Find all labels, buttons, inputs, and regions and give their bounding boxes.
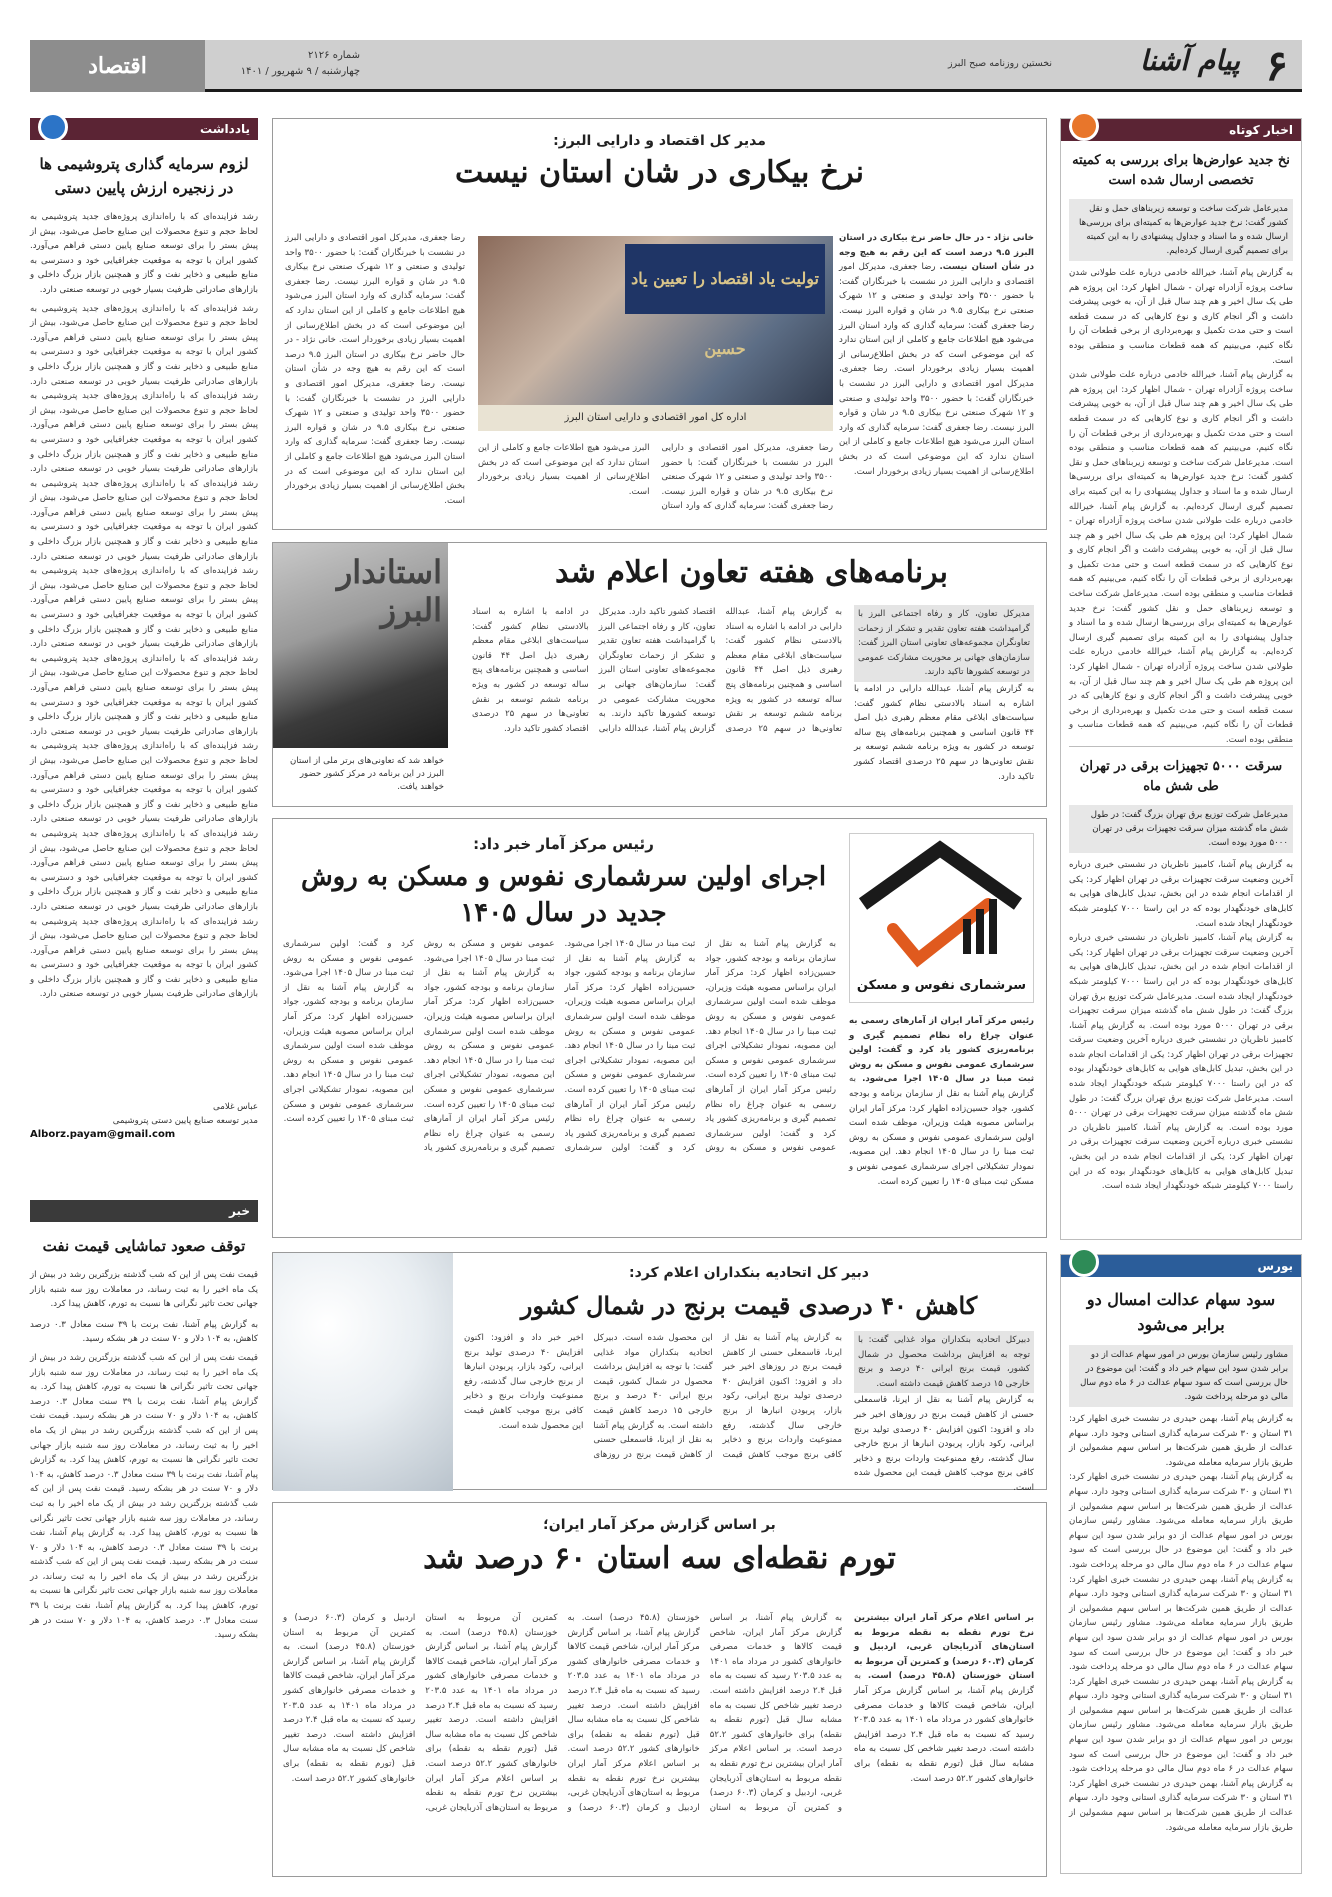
news-body-text: به گزارش پیام آشنا، نفت برنت با ۳۹ سنت معادل ۰.۳ درصد کاهش، به ۱۰۴ دلار و ۷۰ سنت در هر بشکه رسید. [30, 1601, 259, 1641]
newspaper-logo [1055, 44, 1240, 88]
article3-text: به گزارش پیام آشنا به نقل از سازمان برنامه و بودجه کشور، جواد حسین‌زاده اظهار کرد: مرکز آمار ایران براساس مصوبه هیئت وزیران، موظف شده است اولین سرشماری عمومی نفوس و مسکن به روش ثبت مبنا را در سال ۱۴۰۵ انجام دهد. این مصوبه، نمودار تشکیلاتی اجرای سرشماری عمومی نفوس و مسکن ثبت مبنای ۱۴۰۵ را تعیین کرده است. [705, 939, 837, 1081]
news-body-text: قیمت نفت پس از این که شب گذشته بزرگترین رشد در بیش از یک ماه اخیر را به ثبت رساند، در معاملات روز سه شنبه بازار جهانی تحت تاثیر نگرانی ها نسبت به تورم، کاهش پیدا کرد. [30, 1557, 258, 1612]
article3-lead: رئیس مرکز آمار ایران از آمارهای رسمی به عنوان چراغ راه نظام تصمیم گیری و برنامه‌ریزی کشور یاد کرد و گفت: اولین سرشماری عمومی نفوس و مسکن به روش ثبت مبنا در سال ۱۴۰۵ اجرا می‌شود. [849, 1016, 1035, 1085]
news-body-text: قیمت نفت پس از این که شب گذشته بزرگترین رشد در بیش از یک ماه اخیر را به ثبت رساند، در معاملات روز سه شنبه بازار جهانی تحت تاثیر نگرانی ها نسبت به تورم، کاهش پیدا کرد. [30, 1411, 258, 1466]
article4-kicker: دبیر کل اتحادیه بنکداران اعلام کرد: [629, 1265, 869, 1281]
article1-text: رضا جعفری، مدیرکل امور اقتصادی و دارایی البرز در نشست با خبرنگاران گفت: با حضور ۳۵۰۰ واحد تولیدی و صنعتی و ۱۲ شهرک صنعتی نرخ بیکاری ۹.۵ در شان و قواره البرز نیست. رضا جعفری گفت: سرمایه گذاری که وارد استان البرز می‌شود هیچ اطلاعات جامع و کاملی از این استان ندارد که این موضوعی است که در بخش اطلاع‌رسانی از اهمیت بسیار زیادی برخوردار است. [839, 262, 1035, 375]
article2-text: مدیرکل تعاون، کار و رفاه اجتماعی البرز با گرامیداشت هفته تعاون تقدیر و تشکر از زحمات تعاونگران مجموعه‌های تعاونی استان البرز گفت: سازمان‌های جهانی بر محوریت مشارکت عمومی در توسعه کشورها تاکید دارند. [598, 607, 716, 720]
story2-body-text: به گزارش پیام آشنا، کامبیز ناظریان در نشستی خبری درباره آخرین وضعیت سرقت تجهیزات برقی در تهران اظهار کرد: یکی از اقدامات انجام شده در این بخش، تبدیل کابل‌های هوایی به کابل‌های خودنگهدار بوده که در این راستا ۷۰۰۰ کیلومتر شبکه خودنگهدار ایجاد شده است. [1069, 933, 1294, 1002]
article2-cols [472, 605, 842, 800]
article2-text: به گزارش پیام آشنا، عبدالله دارابی در ادامه با اشاره به اسناد بالادستی نظام کشور گفت: سیاست‌های ابلاغی مقام معظم رهبری ذیل اصل ۴۴ قانون اساسی و همچنین برنامه‌های پنج ساله توسعه در کشور به ویژه برنامه ششم توسعه بر نقش تعاونی‌ها در سهم ۲۵ درصدی اقتصاد کشور تاکید دارد. [628, 607, 842, 734]
opinion-body-text: رشد فزاینده‌ای که با راه‌اندازی پروژه‌های جدید پتروشیمی به لحاظ حجم و تنوع محصولات این صنایع حاصل می‌شود، بیش از پیش بستر را برای توسعه صنایع پایین دستی فراهم می‌آورد. کشور ایران با توجه به موقعیت جغرافیایی خود و دسترسی به منابع طبیعی و ذخایر نفت و گاز و همچنین بازار بزرگ داخلی و بازارهای صادراتی ظرفیت بسیار خوبی در توسعه صنعتی دارد. [30, 916, 258, 1000]
logo-tagline: نخستین روزنامه صبح البرز [947, 58, 1052, 69]
article3-headline: اجرای اولین سرشماری نفوس و مسکن به روش جدید در سال ۱۴۰۵ [300, 862, 827, 928]
census-logo [849, 833, 1034, 1003]
article5-text: به گزارش پیام آشنا، بر اساس گزارش مرکز آمار ایران، شاخص قیمت کالاها و خدمات مصرفی خانوارهای کشور در مرداد ماه ۱۴۰۱ به عدد ۲۰۳.۵ رسید که نسبت به ماه قبل ۲.۴ درصد افزایش داشته است. درصد تغییر شاخص کل نسبت به ماه مشابه سال قبل (تورم نقطه به نقطه) برای خانوارهای کشور ۵۲.۲ درصد است. [283, 1642, 416, 1784]
article4-photo-rice-sacks [273, 1253, 453, 1491]
author-email[interactable]: Alborz.payam@gmail.com [30, 1128, 176, 1140]
news-label-bar [30, 1200, 258, 1222]
news-label: خبر [228, 1204, 250, 1218]
opinion-body-text: رشد فزاینده‌ای که با راه‌اندازی پروژه‌های جدید پتروشیمی به لحاظ حجم و تنوع محصولات این صنایع حاصل می‌شود، بیش از پیش بستر را برای توسعه صنایع پایین دستی فراهم می‌آورد. کشور ایران با توجه به موقعیت جغرافیایی خود و دسترسی به منابع طبیعی و ذخایر نفت و گاز و همچنین بازار بزرگ داخلی و بازارهای صادراتی ظرفیت بسیار خوبی در توسعه صنعتی دارد. [30, 741, 258, 825]
article5-kicker: بر اساس گزارش مرکز آمار ایران؛ [543, 1517, 776, 1533]
news-lead: به گزارش پیام آشنا، نفت برنت با ۳۹ سنت معادل ۰.۳ درصد کاهش، به ۱۰۴ دلار و ۷۰ سنت در هر بشکه رسید. [30, 1319, 258, 1345]
article5-text: به گزارش پیام آشنا، بر اساس گزارش مرکز آمار ایران، شاخص قیمت کالاها و خدمات مصرفی خانوارهای کشور در مرداد ماه ۱۴۰۱ به عدد ۲۰۳.۵ رسید که نسبت به ماه قبل ۲.۴ درصد افزایش داشته است. درصد تغییر شاخص کل نسبت به ماه مشابه سال قبل (تورم نقطه به نقطه) برای خانوارهای کشور ۵۲.۲ درصد است. [567, 1613, 700, 1755]
article1-kicker: مدیر کل اقتصاد و دارایی البرز: [553, 133, 766, 149]
article2-highlight: مدیرکل تعاون، کار و رفاه اجتماعی البرز با گرامیداشت هفته تعاون تقدیر و تشکر از زحمات تعاونگران مجموعه‌های تعاونی استان البرز گفت: سازمان‌های جهانی بر محوریت مشارکت عمومی در توسعه کشورها تاکید دارند. [854, 605, 1034, 682]
article3-text: به گزارش پیام آشنا به نقل از سازمان برنامه و بودجه کشور، جواد حسین‌زاده اظهار کرد: مرکز آمار ایران براساس مصوبه هیئت وزیران، موظف شده است اولین سرشماری عمومی نفوس و مسکن به روش ثبت مبنا را در سال ۱۴۰۵ انجام دهد. این مصوبه، نمودار تشکیلاتی اجرای سرشماری عمومی نفوس و مسکن ثبت مبنای ۱۴۰۵ را تعیین کرده است. [283, 982, 414, 1125]
bourse-body-text: به گزارش پیام آشنا، بهمن حیدری در نشست خبری اظهار کرد: ۳۱ استان و ۳۰ شرکت سرمایه گذاری استانی وجود دارد. سهام عدالت از طریق همین شرکت‌ها بر اساس سهم مشمولین از طریق بازار سرمایه معامله می‌شود. [1069, 1574, 1294, 1629]
article3-kicker: رئیس مرکز آمار خبر داد: [473, 835, 654, 853]
news-headline: توقف صعود تماشایی قیمت نفت [42, 1237, 246, 1255]
bourse-box [1060, 1254, 1302, 1874]
bourse-body-text: مشاور رئیس سازمان بورس در امور سهام عدالت از دو برابر شدن سود این سهام خبر داد و گفت: این موضوع در حال بررسی است که سود سهام عدالت در ۶ ماه دوم سال مالی دو مرحله پرداخت شود. [1069, 1618, 1294, 1673]
article1-text: خانی نژاد - در حال حاضر نرخ بیکاری در استان البرز ۹.۵ درصد است که این رقم به هیچ وجه در شأن استان نیست. [285, 335, 465, 389]
article1-col3 [285, 231, 465, 521]
article1-text: رضا جعفری، مدیرکل امور اقتصادی و دارایی البرز در نشست با خبرنگاران گفت: با حضور ۳۵۰۰ واحد تولیدی و صنعتی و ۱۲ شهرک صنعتی نرخ بیکاری ۹.۵ در شان و قواره البرز نیست. رضا جعفری گفت: سرمایه گذاری که وارد استان البرز می‌شود هیچ اطلاعات جامع و کاملی از این استان ندارد که این موضوعی است که در بخش اطلاع‌رسانی از اهمیت بسیار زیادی برخوردار است. [839, 364, 1034, 477]
article1-text: رضا جعفری، مدیرکل امور اقتصادی و دارایی البرز در نشست با خبرنگاران گفت: با حضور ۳۵۰۰ واحد تولیدی و صنعتی و ۱۲ شهرک صنعتی نرخ بیکاری ۹.۵ در شان و قواره البرز نیست. رضا جعفری گفت: سرمایه گذاری که وارد استان البرز می‌شود هیچ اطلاعات جامع و کاملی از این استان ندارد که این موضوعی است که در بخش اطلاع‌رسانی از اهمیت بسیار زیادی برخوردار است. [285, 233, 466, 346]
photo-backdrop-sign: تولیت یاد اقتصاد را تعیین یاد حسین [625, 244, 825, 314]
story2-body-text: به گزارش پیام آشنا، کامبیز ناظریان در نشستی خبری درباره آخرین وضعیت سرقت تجهیزات برقی در تهران اظهار کرد: یکی از اقدامات انجام شده در این بخش، تبدیل کابل‌های هوایی به کابل‌های خودنگهدار بوده که در این راستا ۷۰۰۰ کیلومتر شبکه خودنگهدار ایجاد شده است. [1069, 1020, 1294, 1104]
bourse-body-text: به گزارش پیام آشنا، بهمن حیدری در نشست خبری اظهار کرد: ۳۱ استان و ۳۰ شرکت سرمایه گذاری استانی وجود دارد. سهام عدالت از طریق همین شرکت‌ها بر اساس سهم مشمولین از طریق بازار سرمایه معامله می‌شود. [1069, 1676, 1294, 1731]
bourse-body-text: به گزارش پیام آشنا، بهمن حیدری در نشست خبری اظهار کرد: ۳۱ استان و ۳۰ شرکت سرمایه گذاری استانی وجود دارد. سهام عدالت از طریق همین شرکت‌ها بر اساس سهم مشمولین از طریق بازار سرمایه معامله می‌شود. [1069, 1472, 1294, 1527]
short-news-column [1060, 118, 1302, 1874]
news-body-text: به گزارش پیام آشنا، نفت برنت با ۳۹ سنت معادل ۰.۳ درصد کاهش، به ۱۰۴ دلار و ۷۰ سنت در هر بشکه رسید. [30, 1382, 258, 1422]
megaphone-icon [1069, 111, 1099, 141]
notepad-icon [38, 112, 68, 142]
bourse-body-text: مشاور رئیس سازمان بورس در امور سهام عدالت از دو برابر شدن سود این سهام خبر داد و گفت: این موضوع در حال بررسی است که سود سهام عدالت در ۶ ماه دوم سال مالی دو مرحله پرداخت شود. [1069, 1516, 1294, 1570]
bourse-body-text: مشاور رئیس سازمان بورس در امور سهام عدالت از دو برابر شدن سود این سهام خبر داد و گفت: این موضوع در حال بررسی است که سود سهام عدالت در ۶ ماه دوم سال مالی دو مرحله پرداخت شود. [1069, 1720, 1294, 1775]
article5-col1 [854, 1611, 1034, 1869]
census-logo-caption: سرشماری نفوس و مسکن [856, 978, 1027, 993]
article4-text: به گزارش پیام آشنا به نقل از ایرنا، قاسمعلی حسنی از کاهش قیمت برنج در روزهای اخیر خبر داد و افزود: اکنون افزایش ۴۰ درصدی تولید برنج ایرانی، رکود بازار، پربودن انبارها از برنج خارجی سال گذشته، رفع ممنوعیت واردات برنج و ذخایر کافی برنج موجب کاهش قیمت این محصول شده است. [464, 1333, 713, 1460]
author-name: عباس غلامی [213, 1101, 258, 1112]
article3-col1 [849, 1014, 1034, 1229]
story2-body [1069, 931, 1293, 1194]
story1-lead: مدیرعامل شرکت ساخت و توسعه زیربناهای حمل و نقل کشور گفت: نرخ جدید عوارض‌ها به کمیته‌ای برای بررسی‌ها ارسال شده و ما اسناد و جداول پیشنهادی را به این کمیته برای تصمیم گیری ارسال کرده‌ایم. [1069, 199, 1293, 261]
section-title: اقتصاد [30, 40, 205, 92]
news-intro: قیمت نفت پس از این که شب گذشته بزرگترین رشد در بیش از یک ماه اخیر را به ثبت رساند، در معاملات روز سه شنبه بازار جهانی تحت تاثیر نگرانی ها نسبت به تورم، کاهش پیدا کرد. [30, 1270, 258, 1310]
opinion-signature [30, 1100, 258, 1142]
article5-lead: بر اساس اعلام مرکز آمار ایران بیشترین نرخ تورم نقطه به نقطه مربوط به استان‌های آذربایجان غربی، اردبیل و کرمان (۶۰.۳ درصد) و کمترین آن مربوط به استان خوزستان (۴۵.۸ درصد) است. [854, 1613, 1035, 1682]
story2-body-text: مدیرعامل شرکت توزیع برق تهران بزرگ گفت: در طول شش ماه گذشته میزان سرقت تجهیزات برقی در تهران ۵۰۰۰ مورد بوده است. [1069, 991, 1294, 1031]
article4-col1 [854, 1331, 1034, 1493]
bourse-label: بورس [1257, 1259, 1293, 1273]
logo-text: پیام آشنا [1139, 44, 1240, 77]
article3-text: رئیس مرکز آمار ایران از آمارهای رسمی به عنوان چراغ راه نظام تصمیم گیری و برنامه‌ریزی کشور یاد کرد و گفت: اولین سرشماری عمومی نفوس و مسکن به روش ثبت مبنا در سال ۱۴۰۵ اجرا می‌شود. [423, 939, 696, 1154]
news-body-text: قیمت نفت پس از این که شب گذشته بزرگترین رشد در بیش از یک ماه اخیر را به ثبت رساند، در معاملات روز سه شنبه بازار جهانی تحت تاثیر نگرانی ها نسبت به تورم، کاهش پیدا کرد. [30, 1352, 258, 1393]
article-inflation [272, 1502, 1047, 1877]
article2-text: به گزارش پیام آشنا، عبدالله دارابی در ادامه با اشاره به اسناد بالادستی نظام کشور گفت: سیاست‌های ابلاغی مقام معظم رهبری ذیل اصل ۴۴ قانون اساسی و همچنین برنامه‌های پنج ساله توسعه در کشور به ویژه برنامه ششم توسعه بر نقش تعاونی‌ها در سهم ۲۵ درصدی اقتصاد کشور تاکید دارد. [854, 683, 1034, 782]
page-header [30, 40, 1302, 92]
article-unemployment [272, 118, 1047, 530]
issue-info [210, 48, 360, 80]
opinion-body-text: رشد فزاینده‌ای که با راه‌اندازی پروژه‌های جدید پتروشیمی به لحاظ حجم و تنوع محصولات این صنایع حاصل می‌شود، بیش از پیش بستر را برای توسعه صنایع پایین دستی فراهم می‌آورد. کشور ایران با توجه به موقعیت جغرافیایی خود و دسترسی به منابع طبیعی و ذخایر نفت و گاز و همچنین بازار بزرگ داخلی و بازارهای صادراتی ظرفیت بسیار خوبی در توسعه صنعتی دارد. [30, 303, 258, 387]
short-news-box [1060, 118, 1302, 1240]
story1-body [1069, 368, 1294, 745]
opinion-intro: رشد فزاینده‌ای که با راه‌اندازی پروژه‌های جدید پتروشیمی به لحاظ حجم و تنوع محصولات این صنایع حاصل می‌شود، بیش از پیش بستر را برای توسعه صنایع پایین دستی فراهم می‌آورد. کشور ایران با توجه به موقعیت جغرافیایی خود و دسترسی به منابع طبیعی و ذخایر نفت و گاز و همچنین بازار بزرگ داخلی و بازارهای صادراتی ظرفیت بسیار خوبی در توسعه صنعتی دارد. [30, 212, 258, 295]
article-census [272, 818, 1047, 1238]
house-icon [848, 834, 1033, 974]
article5-text: بر اساس اعلام مرکز آمار ایران بیشترین نرخ تورم نقطه به نقطه مربوط به استان‌های آذربایجان غربی، اردبیل و کرمان (۶۰.۳ درصد) و کمترین آن مربوط به استان خوزستان (۴۵.۸ درصد) است. [283, 1613, 558, 1813]
opinion-label: یادداشت [200, 122, 250, 136]
page-number: ۶ [1265, 41, 1288, 90]
article1-text: رضا جعفری، مدیرکل امور اقتصادی و دارایی البرز در نشست با خبرنگاران گفت: با حضور ۳۵۰۰ واحد تولیدی و صنعتی و ۱۲ شهرک صنعتی نرخ بیکاری ۹.۵ در شان و قواره البرز نیست. رضا جعفری گفت: سرمایه گذاری که وارد استان البرز می‌شود هیچ اطلاعات جامع و کاملی از این استان ندارد که این موضوعی است که در بخش اطلاع‌رسانی از اهمیت بسیار زیادی برخوردار است. [285, 378, 465, 506]
photo-desk-banner: اداره کل امور اقتصادی و دارایی استان البرز [478, 405, 833, 431]
article5-text: به گزارش پیام آشنا، بر اساس گزارش مرکز آمار ایران، شاخص قیمت کالاها و خدمات مصرفی خانوارهای کشور در مرداد ماه ۱۴۰۱ به عدد ۲۰۳.۵ رسید که نسبت به ماه قبل ۲.۴ درصد افزایش داشته است. درصد تغییر شاخص کل نسبت به ماه مشابه سال قبل (تورم نقطه به نقطه) برای خانوارهای کشور ۵۲.۲ درصد است. [854, 1671, 1034, 1784]
opinion-column [30, 118, 258, 1142]
article4-highlight: دبیرکل اتحادیه بنکداران مواد غذایی گفت: با توجه به افزایش برداشت محصول در شمال کشور، قیمت برنج ایرانی ۴۰ درصد و برنج خارجی ۱۵ درصد کاهش قیمت داشته است. [854, 1331, 1034, 1393]
article1-lead: خانی نژاد - در حال حاضر نرخ بیکاری در استان البرز ۹.۵ درصد است که این رقم به هیچ وجه در شأن استان نیست. [839, 233, 1034, 273]
article4-text: دبیرکل اتحادیه بنکداران مواد غذایی گفت: با توجه به افزایش برداشت محصول در شمال کشور، قیمت برنج ایرانی ۴۰ درصد و برنج خارجی ۱۵ درصد کاهش قیمت داشته است. [593, 1333, 713, 1431]
article4-cols [464, 1331, 842, 1481]
opinion-body-text: رشد فزاینده‌ای که با راه‌اندازی پروژه‌های جدید پتروشیمی به لحاظ حجم و تنوع محصولات این صنایع حاصل می‌شود، بیش از پیش بستر را برای توسعه صنایع پایین دستی فراهم می‌آورد. کشور ایران با توجه به موقعیت جغرافیایی خود و دسترسی به منابع طبیعی و ذخایر نفت و گاز و همچنین بازار بزرگ داخلی و بازارهای صادراتی ظرفیت بسیار خوبی در توسعه صنعتی دارد. [30, 566, 258, 650]
article1-headline: نرخ بیکاری در شان استان نیست [454, 155, 865, 190]
news-body [30, 1351, 258, 1821]
article5-text: به گزارش پیام آشنا، بر اساس گزارش مرکز آمار ایران، شاخص قیمت کالاها و خدمات مصرفی خانوارهای کشور در مرداد ماه ۱۴۰۱ به عدد ۲۰۳.۵ رسید که نسبت به ماه قبل ۲.۴ درصد افزایش داشته است. درصد تغییر شاخص کل نسبت به ماه مشابه سال قبل (تورم نقطه به نقطه) برای خانوارهای کشور ۵۲.۲ درصد است. [709, 1613, 843, 1755]
article-rice-price [272, 1252, 1047, 1493]
story2-text: به گزارش پیام آشنا، کامبیز ناظریان در نشستی خبری درباره آخرین وضعیت سرقت تجهیزات برقی در تهران اظهار کرد: یکی از اقدامات انجام شده در این بخش، تبدیل کابل‌های هوایی به کابل‌های خودنگهدار بوده که در این راستا ۷۰۰۰ کیلومتر شبکه خودنگهدار ایجاد شده است. [1069, 860, 1293, 929]
bourse-lead: مشاور رئیس سازمان بورس در امور سهام عدالت از دو برابر شدن سود این سهام خبر داد و گفت: این موضوع در حال بررسی است که سود سهام عدالت در ۶ ماه دوم سال مالی دو مرحله پرداخت شود. [1069, 1345, 1293, 1407]
opinion-body-text: رشد فزاینده‌ای که با راه‌اندازی پروژه‌های جدید پتروشیمی به لحاظ حجم و تنوع محصولات این صنایع حاصل می‌شود، بیش از پیش بستر را برای توسعه صنایع پایین دستی فراهم می‌آورد. کشور ایران با توجه به موقعیت جغرافیایی خود و دسترسی به منابع طبیعی و ذخایر نفت و گاز و همچنین بازار بزرگ داخلی و بازارهای صادراتی ظرفیت بسیار خوبی در توسعه صنعتی دارد. [30, 478, 258, 562]
story1-body-text: مدیرعامل شرکت ساخت و توسعه زیربناهای حمل و نقل کشور گفت: نرخ جدید عوارض‌ها به کمیته‌ای برای بررسی‌ها ارسال شده و ما اسناد و جداول پیشنهادی را به این کمیته برای تصمیم گیری ارسال کرده‌ایم. [1069, 457, 1294, 512]
story1-body-text: مدیرعامل شرکت ساخت و توسعه زیربناهای حمل و نقل کشور گفت: نرخ جدید عوارض‌ها به کمیته‌ای برای بررسی‌ها ارسال شده و ما اسناد و جداول پیشنهادی را به این کمیته برای تصمیم گیری ارسال کرده‌ایم. [1069, 589, 1293, 658]
story2-headline: سرقت ۵۰۰۰ تجهیزات برقی در تهران طی شش ماه [1079, 759, 1283, 795]
story2-body-text: به گزارش پیام آشنا، کامبیز ناظریان در نشستی خبری درباره آخرین وضعیت سرقت تجهیزات برقی در تهران اظهار کرد: یکی از اقدامات انجام شده در این بخش، تبدیل کابل‌های هوایی به کابل‌های خودنگهدار بوده که در این راستا ۷۰۰۰ کیلومتر شبکه خودنگهدار ایجاد شده است. [1069, 1122, 1293, 1192]
article4-headline: کاهش ۴۰ درصدی قیمت برنج در شمال کشور [520, 1291, 978, 1320]
article3-text: به گزارش پیام آشنا به نقل از سازمان برنامه و بودجه کشور، جواد حسین‌زاده اظهار کرد: مرکز آمار ایران براساس مصوبه هیئت وزیران، موظف شده است اولین سرشماری عمومی نفوس و مسکن به روش ثبت مبنا را در سال ۱۴۰۵ انجام دهد. این مصوبه، نمودار تشکیلاتی اجرای سرشماری عمومی نفوس و مسکن ثبت مبنای ۱۴۰۵ را تعیین کرده است. [564, 953, 696, 1095]
news-body-text: به گزارش پیام آشنا، نفت برنت با ۳۹ سنت معادل ۰.۳ درصد کاهش، به ۱۰۴ دلار و ۷۰ سنت در هر بشکه رسید. [30, 1528, 258, 1568]
chart-icon [1069, 1247, 1099, 1277]
news-body-text: قیمت نفت پس از این که شب گذشته بزرگترین رشد در بیش از یک ماه اخیر را به ثبت رساند، در معاملات روز سه شنبه بازار جهانی تحت تاثیر نگرانی ها نسبت به تورم، کاهش پیدا کرد. [30, 1484, 258, 1539]
bourse-body-text: به گزارش پیام آشنا، بهمن حیدری در نشست خبری اظهار کرد: ۳۱ استان و ۳۰ شرکت سرمایه گذاری استانی وجود دارد. سهام عدالت از طریق همین شرکت‌ها بر اساس سهم مشمولین از طریق بازار سرمایه معامله می‌شود. [1069, 1778, 1293, 1833]
story1-headline: نخ جدید عوارض‌ها برای بررسی به کمیته تخصصی ارسال شده است [1072, 153, 1290, 188]
article-cooperative-week [272, 542, 1047, 807]
story2-body-text: مدیرعامل شرکت توزیع برق تهران بزرگ گفت: در طول شش ماه گذشته میزان سرقت تجهیزات برقی در تهران ۵۰۰۰ مورد بوده است. [1069, 1093, 1294, 1133]
article5-headline: تورم نقطه‌ای سه استان ۶۰ درصد شد [423, 1541, 896, 1576]
photo-backdrop-sign: استاندار البرز [336, 553, 442, 629]
article3-text: به گزارش پیام آشنا به نقل از سازمان برنامه و بودجه کشور، جواد حسین‌زاده اظهار کرد: مرکز آمار ایران براساس مصوبه هیئت وزیران، موظف شده است اولین سرشماری عمومی نفوس و مسکن به روش ثبت مبنا را در سال ۱۴۰۵ انجام دهد. این مصوبه، نمودار تشکیلاتی اجرای سرشماری عمومی نفوس و مسکن ثبت مبنای ۱۴۰۵ را تعیین کرده است. [423, 968, 555, 1110]
opinion-body [30, 302, 258, 1092]
article4-text: به گزارش پیام آشنا به نقل از ایرنا، قاسمعلی حسنی از کاهش قیمت برنج در روزهای اخیر خبر داد و افزود: اکنون افزایش ۴۰ درصدی تولید برنج ایرانی، رکود بازار، پربودن انبارها از برنج خارجی سال گذشته، رفع ممنوعیت واردات برنج و ذخایر کافی برنج موجب کاهش قیمت این محصول شده است. [854, 1395, 1034, 1493]
short-news-label: اخبار کوتاه [1229, 123, 1293, 137]
article3-text: رئیس مرکز آمار ایران از آمارهای رسمی به عنوان چراغ راه نظام تصمیم گیری و برنامه‌ریزی کشور یاد کرد و گفت: اولین سرشماری عمومی نفوس و مسکن به روش ثبت مبنا در سال ۱۴۰۵ اجرا می‌شود. [564, 939, 836, 1154]
issue-number: شماره ۲۱۲۶ [308, 50, 360, 61]
issue-date: چهارشنبه / ۹ شهریور / ۱۴۰۱ [240, 66, 360, 77]
bourse-label-bar [1061, 1255, 1301, 1277]
story1-body-text: به گزارش پیام آشنا، خیرالله خادمی درباره علت طولانی شدن ساخت پروژه آزادراه تهران - شمال اظهار کرد: این پروژه هم طی یک سال اخیر و هم چند سال قبل از آن، به خوبی پیشرفت داشت و اگر انجام کاری و نوع کارهایی که در سمت قطعه است و حتی مدت تکمیل و بهره‌برداری از برخی قطعات آن را نگاه کنیم، می‌بینیم که همه قطعات مناسب و منطقی بوده است. [1069, 370, 1294, 468]
bourse-text: به گزارش پیام آشنا، بهمن حیدری در نشست خبری اظهار کرد: ۳۱ استان و ۳۰ شرکت سرمایه گذاری استانی وجود دارد. سهام عدالت از طریق همین شرکت‌ها بر اساس سهم مشمولین از طریق بازار سرمایه معامله می‌شود. [1069, 1414, 1293, 1468]
article2-caption: خواهد شد که تعاونی‌های برتر ملی از استان البرز در این برنامه در مرکز کشور حضور خواهند یافت. [290, 756, 444, 792]
article1-photo [478, 236, 833, 431]
opinion-body-text: رشد فزاینده‌ای که با راه‌اندازی پروژه‌های جدید پتروشیمی به لحاظ حجم و تنوع محصولات این صنایع حاصل می‌شود، بیش از پیش بستر را برای توسعه صنایع پایین دستی فراهم می‌آورد. کشور ایران با توجه به موقعیت جغرافیایی خود و دسترسی به منابع طبیعی و ذخایر نفت و گاز و همچنین بازار بزرگ داخلی و بازارهای صادراتی ظرفیت بسیار خوبی در توسعه صنعتی دارد. [30, 391, 258, 475]
opinion-label-bar [30, 118, 258, 140]
news-column [30, 1200, 258, 1821]
opinion-headline: لزوم سرمایه گذاری پتروشیمی ها در زنجیره ارزش پایین دستی [39, 155, 249, 197]
article2-photo [273, 543, 448, 748]
article2-headline: برنامه‌های هفته تعاون اعلام شد [555, 555, 948, 590]
article1-text: رضا جعفری، مدیرکل امور اقتصادی و دارایی البرز در نشست با خبرنگاران گفت: با حضور ۳۵۰۰ واحد تولیدی و صنعتی و ۱۲ شهرک صنعتی نرخ بیکاری ۹.۵ در شان و قواره البرز نیست. رضا جعفری گفت: سرمایه گذاری که وارد استان البرز می‌شود هیچ اطلاعات جامع و کاملی از این استان ندارد که این موضوعی است که در بخش اطلاع‌رسانی از اهمیت بسیار زیادی برخوردار است. [478, 443, 833, 512]
article5-text: بر اساس اعلام مرکز آمار ایران بیشترین نرخ تورم نقطه به نقطه مربوط به استان‌های آذربایجان غربی، اردبیل و کرمان (۶۰.۳ درصد) و کمترین آن مربوط به استان خوزستان (۴۵.۸ درصد) است. [581, 1613, 842, 1813]
story2-lead: مدیرعامل شرکت توزیع برق تهران بزرگ گفت: در طول شش ماه گذشته میزان سرقت تجهیزات برقی در تهران ۵۰۰۰ مورد بوده است. [1069, 805, 1293, 853]
article1-col2 [478, 441, 833, 521]
opinion-body-text: رشد فزاینده‌ای که با راه‌اندازی پروژه‌های جدید پتروشیمی به لحاظ حجم و تنوع محصولات این صنایع حاصل می‌شود، بیش از پیش بستر را برای توسعه صنایع پایین دستی فراهم می‌آورد. کشور ایران با توجه به موقعیت جغرافیایی خود و دسترسی به منابع طبیعی و ذخایر نفت و گاز و همچنین بازار بزرگ داخلی و بازارهای صادراتی ظرفیت بسیار خوبی در توسعه صنعتی دارد. [30, 828, 258, 912]
opinion-body-text: رشد فزاینده‌ای که با راه‌اندازی پروژه‌های جدید پتروشیمی به لحاظ حجم و تنوع محصولات این صنایع حاصل می‌شود، بیش از پیش بستر را برای توسعه صنایع پایین دستی فراهم می‌آورد. کشور ایران با توجه به موقعیت جغرافیایی خود و دسترسی به منابع طبیعی و ذخایر نفت و گاز و همچنین بازار بزرگ داخلی و بازارهای صادراتی ظرفیت بسیار خوبی در توسعه صنعتی دارد. [30, 653, 258, 737]
story1-text: به گزارش پیام آشنا، خیرالله خادمی درباره علت طولانی شدن ساخت پروژه آزادراه تهران - شمال اظهار کرد: این پروژه هم طی یک سال اخیر و هم چند سال قبل از آن، به خوبی پیشرفت داشت و اگر انجام کاری و نوع کارهایی که در سمت قطعه است و حتی مدت تکمیل و بهره‌برداری از برخی قطعات آن را نگاه کنیم، می‌بینیم که همه قطعات مناسب و منطقی بوده است. [1069, 268, 1293, 366]
article5-text: به گزارش پیام آشنا، بر اساس گزارش مرکز آمار ایران، شاخص قیمت کالاها و خدمات مصرفی خانوارهای کشور در مرداد ماه ۱۴۰۱ به عدد ۲۰۳.۵ رسید که نسبت به ماه قبل ۲.۴ درصد افزایش داشته است. درصد تغییر شاخص کل نسبت به ماه مشابه سال قبل (تورم نقطه به نقطه) برای خانوارهای کشور ۵۲.۲ درصد است. [425, 1627, 558, 1769]
news-body-text: به گزارش پیام آشنا، نفت برنت با ۳۹ سنت معادل ۰.۳ درصد کاهش، به ۱۰۴ دلار و ۷۰ سنت در هر بشکه رسید. [30, 1455, 259, 1495]
story1-body-text: به گزارش پیام آشنا، خیرالله خادمی درباره علت طولانی شدن ساخت پروژه آزادراه تهران - شمال اظهار کرد: این پروژه هم طی یک سال اخیر و هم چند سال قبل از آن، به خوبی پیشرفت داشت و اگر انجام کاری و نوع کارهایی که در سمت قطعه است و حتی مدت تکمیل و بهره‌برداری از برخی قطعات آن را نگاه کنیم، می‌بینیم که همه قطعات مناسب و منطقی بوده است. [1069, 501, 1294, 600]
short-news-label-bar [1061, 119, 1301, 141]
article5-cols [283, 1611, 842, 1869]
article1-col1 [839, 231, 1034, 521]
article4-text: به گزارش پیام آشنا به نقل از ایرنا، قاسمعلی حسنی از کاهش قیمت برنج در روزهای اخیر خبر داد و افزود: اکنون افزایش ۴۰ درصدی تولید برنج ایرانی، رکود بازار، پربودن انبارها از برنج خارجی سال گذشته، رفع ممنوعیت واردات برنج و ذخایر کافی برنج موجب کاهش قیمت این محصول شده است. [622, 1333, 842, 1460]
article2-col1 [854, 605, 1034, 800]
article3-cols [283, 937, 836, 1229]
article2-text: به گزارش پیام آشنا، عبدالله دارابی در ادامه با اشاره به اسناد بالادستی نظام کشور گفت: سیاست‌های ابلاغی مقام معظم رهبری ذیل اصل ۴۴ قانون اساسی و همچنین برنامه‌های پنج ساله توسعه در کشور به ویژه برنامه ششم توسعه بر نقش تعاونی‌ها در سهم ۲۵ درصدی اقتصاد کشور تاکید دارد. [472, 607, 716, 734]
story1-body-text: به گزارش پیام آشنا، خیرالله خادمی درباره علت طولانی شدن ساخت پروژه آزادراه تهران - شمال اظهار کرد: این پروژه هم طی یک سال اخیر و هم چند سال قبل از آن، به خوبی پیشرفت داشت و اگر انجام کاری و نوع کارهایی که در سمت قطعه است و حتی مدت تکمیل و بهره‌برداری از برخی قطعات آن را نگاه کنیم، می‌بینیم که همه قطعات مناسب و منطقی بوده است. [1069, 647, 1293, 745]
article5-text: بر اساس اعلام مرکز آمار ایران بیشترین نرخ تورم نقطه به نقطه مربوط به استان‌های آذربایجان غربی، اردبیل و کرمان (۶۰.۳ درصد) و کمترین آن مربوط به استان خوزستان (۴۵.۸ درصد) است. [425, 1613, 700, 1813]
bourse-headline: سود سهام عدالت امسال دو برابر می‌شود [1086, 1290, 1276, 1334]
article3-text: رئیس مرکز آمار ایران از آمارهای رسمی به عنوان چراغ راه نظام تصمیم گیری و برنامه‌ریزی کشور یاد کرد و گفت: اولین سرشماری عمومی نفوس و مسکن به روش ثبت مبنا در سال ۱۴۰۵ اجرا می‌شود. [283, 939, 555, 1154]
author-title: مدیر توسعه صنایع پایین دستی پتروشیمی [112, 1115, 258, 1126]
bourse-body [1069, 1470, 1293, 1835]
article3-text: به گزارش پیام آشنا به نقل از سازمان برنامه و بودجه کشور، جواد حسین‌زاده اظهار کرد: مرکز آمار ایران براساس مصوبه هیئت وزیران، موظف شده است اولین سرشماری عمومی نفوس و مسکن به روش ثبت مبنا را در سال ۱۴۰۵ انجام دهد. این مصوبه، نمودار تشکیلاتی اجرای سرشماری عمومی نفوس و مسکن ثبت مبنای ۱۴۰۵ را تعیین کرده است. [849, 1074, 1034, 1187]
